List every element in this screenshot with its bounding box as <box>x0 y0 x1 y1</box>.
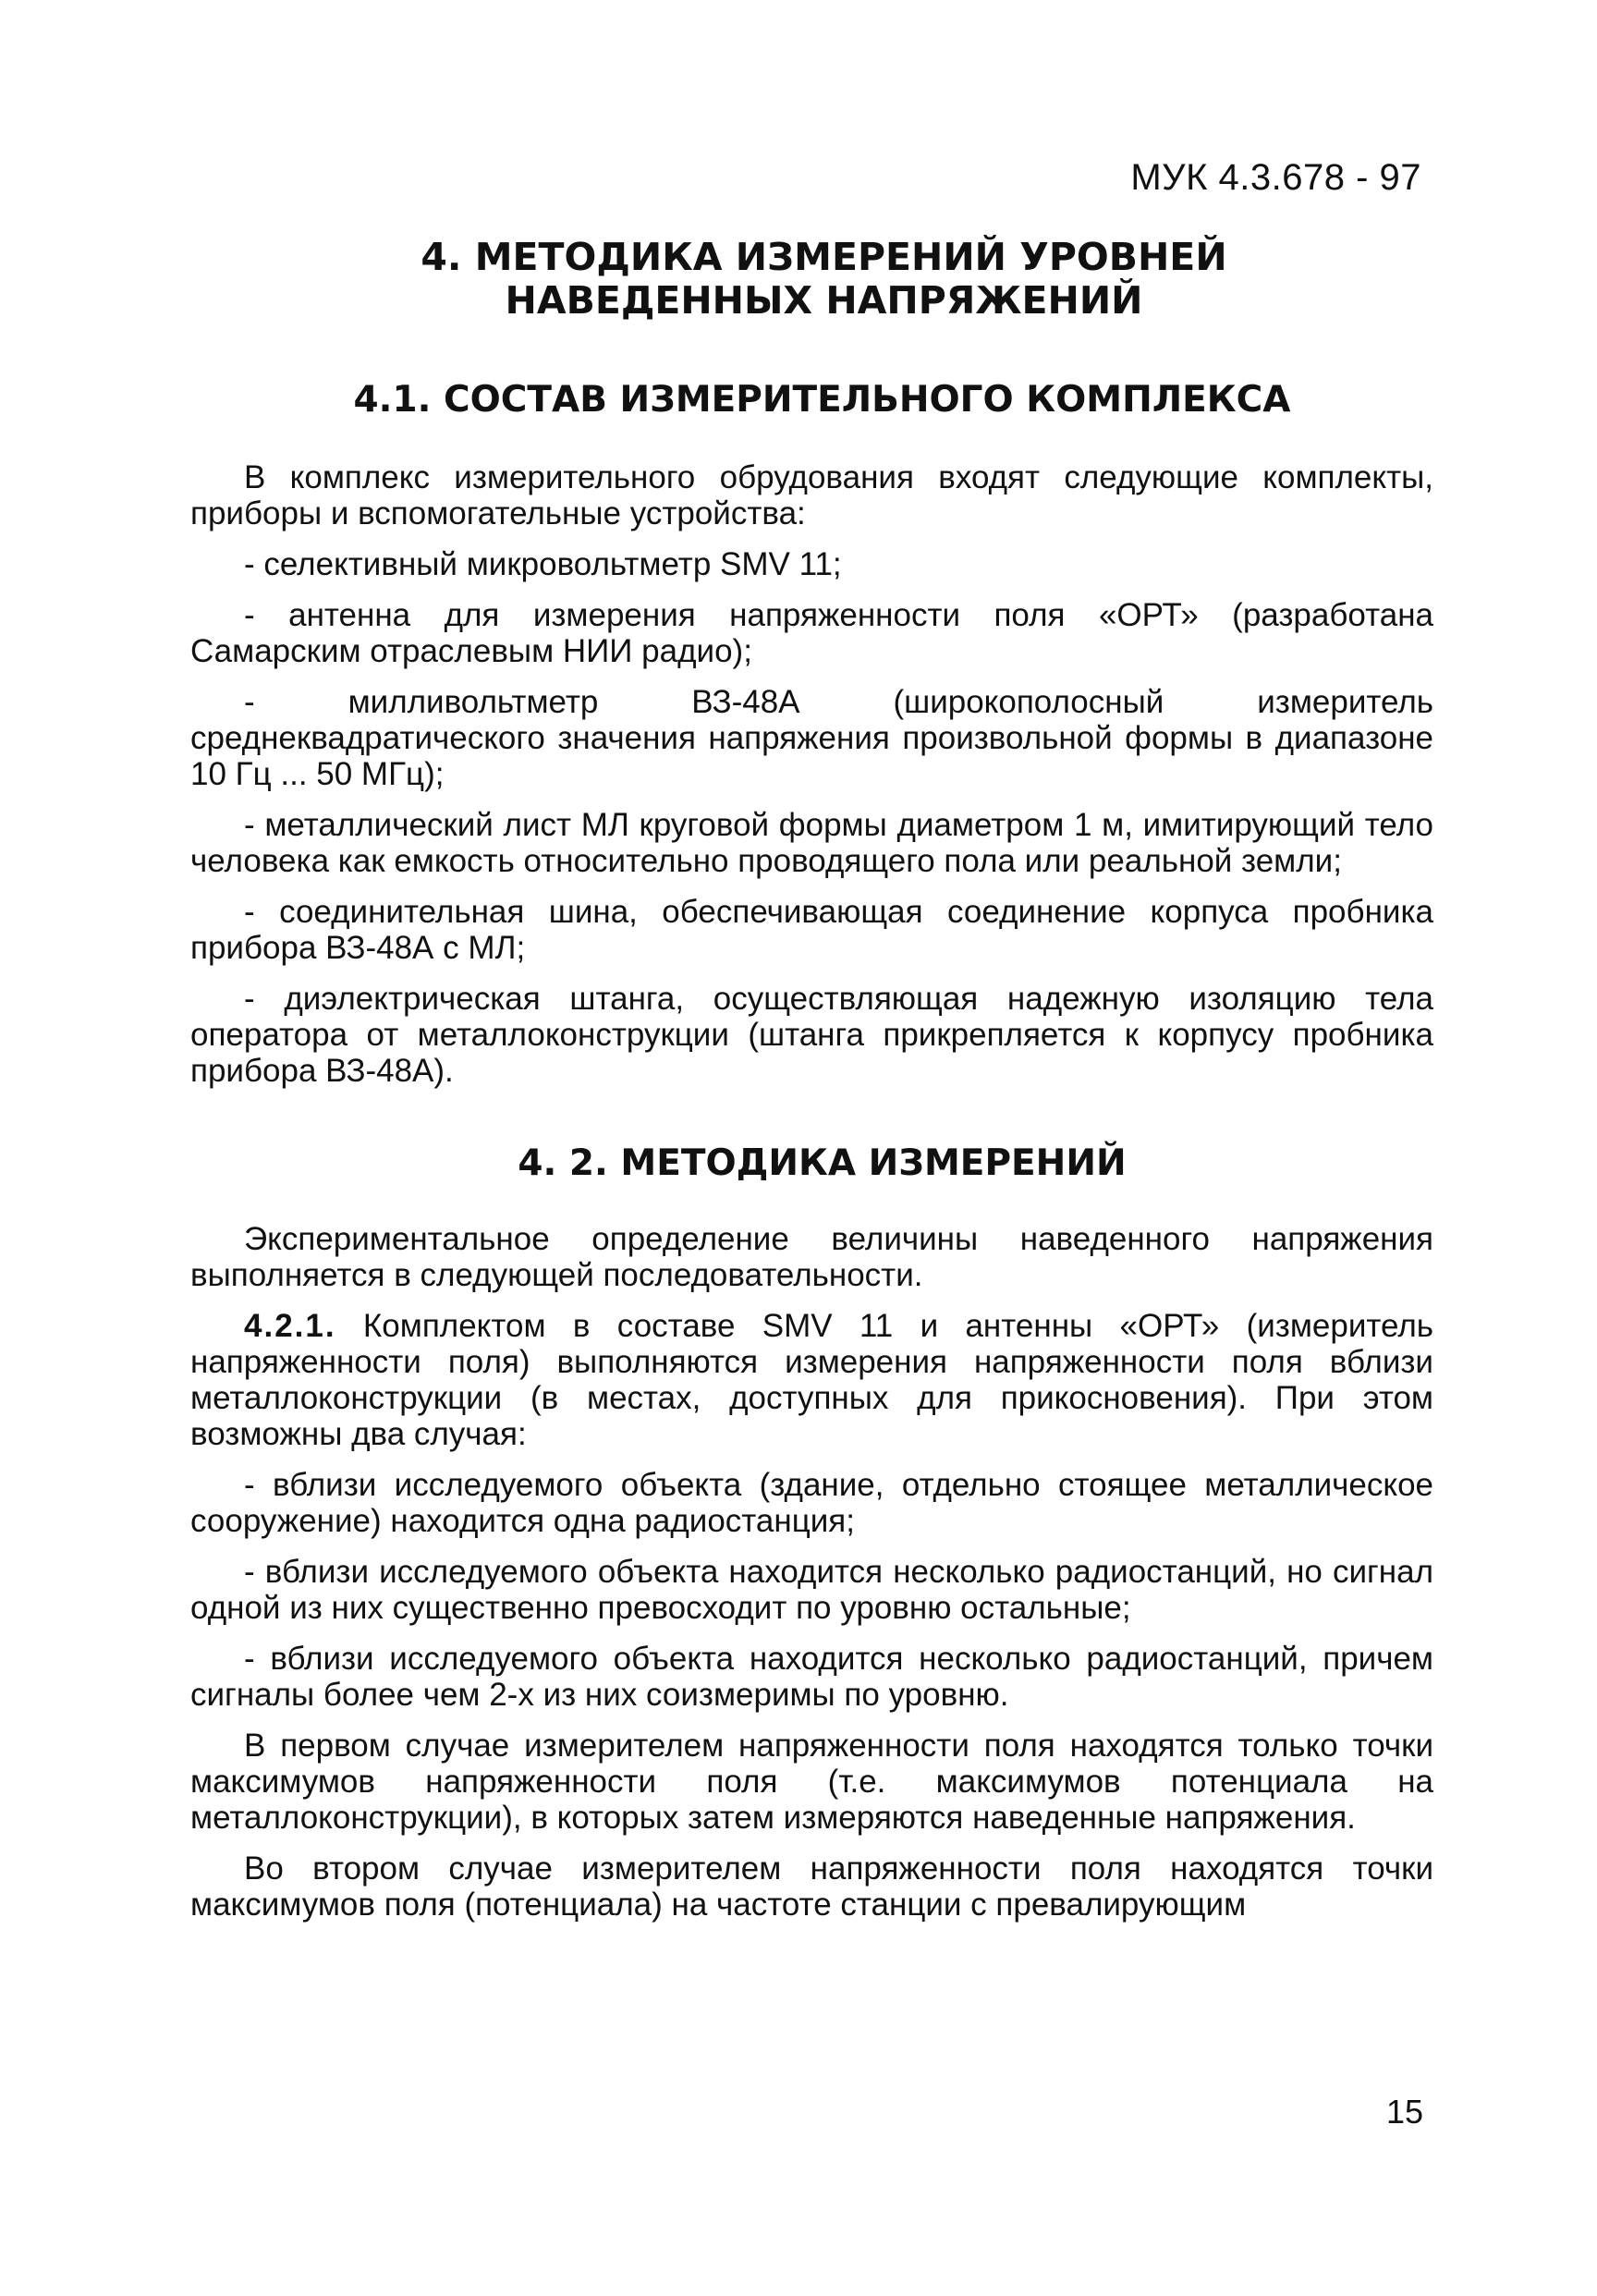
page-content <box>190 236 1433 1937</box>
equipment-item-4: - металлический лист МЛ круговой формы диаметром 1 м, имитирующий тело человека как емкость относительно проводящего пола или реальной земли; <box>190 807 1433 880</box>
section-4-2-heading: 4. 2. МЕТОДИКА ИЗМЕРЕНИЙ <box>518 1142 1127 1185</box>
case-item-1: - вблизи исследуемого объекта (здание, отдельно стоящее металлическое сооружение) находится одна радиостанция; <box>190 1467 1433 1540</box>
first-case-paragraph: В первом случае измерителем напряженности поля находятся только точки максимумов напряженности поля (т.е. максимумов потенциала на металлоконструкции), в которых затем измеряются наведенные напряжения. <box>190 1728 1433 1837</box>
equipment-item-3: - милливольтметр ВЗ-48А (широкополосный измеритель среднеквадратического значения напряжения произвольной формы в диапазоне 10 Гц ... 50 МГц); <box>190 684 1433 793</box>
section-4-1-intro: В комплекс измерительного обрудования входят следующие комплекты, приборы и вспомогательные устройства: <box>190 459 1433 532</box>
section-4-heading <box>190 236 1433 322</box>
section-4-title-line-1: 4. МЕТОДИКА ИЗМЕРЕНИЙ УРОВНЕЙ <box>421 235 1227 279</box>
second-case-paragraph: Во втором случае измерителем напряженности поля находятся точки максимумов поля (потенциала) на частоте станции с превалирующим <box>190 1850 1433 1924</box>
equipment-item-2: - антенна для измерения напряженности поля «ОРТ» (разработана Самарским отраслевым НИИ радио); <box>190 597 1433 670</box>
case-item-3: - вблизи исследуемого объекта находится несколько радиостанций, причем сигналы более чем 2-х из них соизмеримы по уровню. <box>190 1641 1433 1714</box>
paragraph-4-2-1 <box>190 1308 1433 1452</box>
paragraph-4-2-1-number: 4.2.1. <box>244 1308 336 1345</box>
paragraph-4-2-1-text: Комплектом в составе SMV 11 и антенны «ОРТ» (измеритель напряженности поля) выполняются измерения напряженности поля вблизи металлоконструкции (в местах, доступных для прикосновения). При этом возможны два случая: <box>190 1308 1433 1453</box>
equipment-item-5: - соединительная шина, обеспечивающая соединение корпуса пробника прибора ВЗ-48А с МЛ; <box>190 894 1433 967</box>
equipment-item-1: - селективный микровольтметр SMV 11; <box>244 546 842 583</box>
page-number: 15 <box>1385 2093 1423 2131</box>
section-4-title-line-2: НАВЕДЕННЫХ НАПРЯЖЕНИЙ <box>505 277 1143 323</box>
section-4-2-intro: Экспериментальное определение величины наведенного напряжения выполняется в следующей последовательности. <box>190 1221 1433 1294</box>
section-4-1-heading: 4.1. СОСТАВ ИЗМЕРИТЕЛЬНОГО КОМПЛЕКСА <box>353 379 1291 421</box>
case-item-2: - вблизи исследуемого объекта находится несколько радиостанций, но сигнал одной из них существенно превосходит по уровню остальные; <box>190 1554 1433 1627</box>
equipment-item-6: - диэлектрическая штанга, осуществляющая надежную изоляцию тела оператора от металлоконструкции (штанга прикрепляется к корпусу пробника прибора ВЗ-48А). <box>190 981 1433 1090</box>
document-code: МУК 4.3.678 - 97 <box>1130 157 1421 198</box>
